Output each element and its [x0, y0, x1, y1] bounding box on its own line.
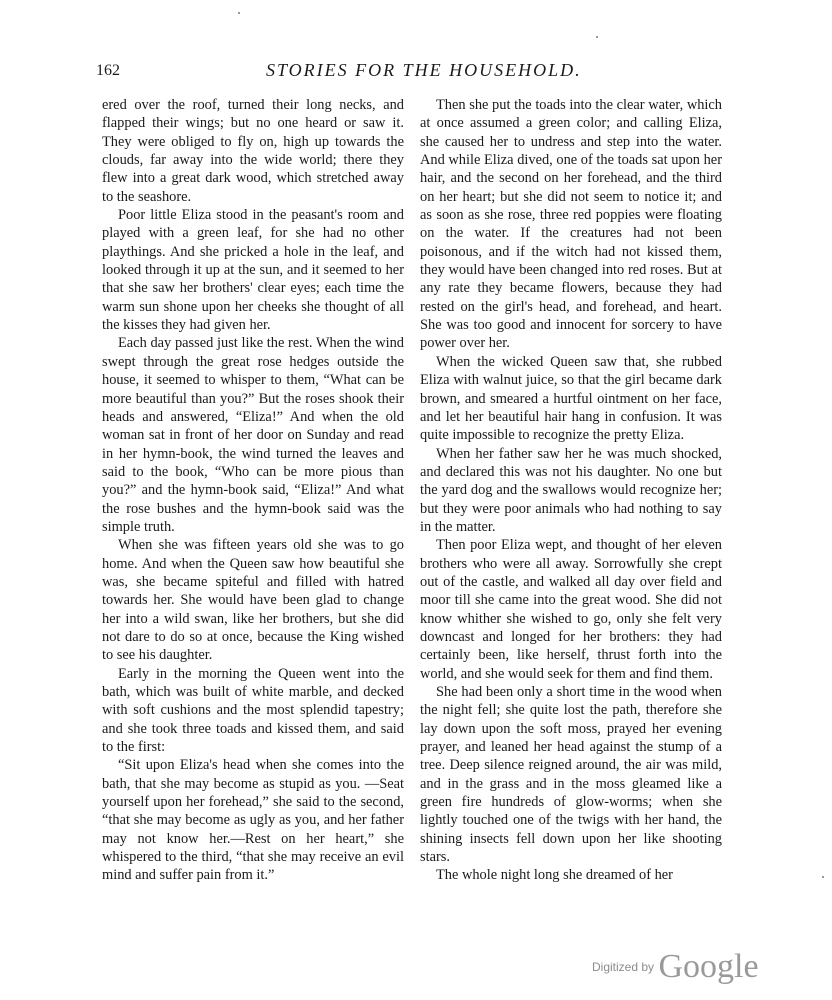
paragraph: ered over the roof, turned their long necks, and flapped their wings; but no one heard or saw it. They were obliged to fly on, high up towards the clouds, far away into the wide world; there they flew into a great dark wood, which stretched away to the seashore.	[102, 97, 404, 205]
scan-speck	[596, 36, 598, 38]
paragraph: When the wicked Queen saw that, she rubbed Eliza with walnut juice, so that the girl became dark brown, and smeared a hurtful ointment on her face, and let her beautiful hair hang in confusion. It was quite impossible to recognize the pretty Eliza.	[420, 353, 722, 444]
paragraph: Poor little Eliza stood in the peasant's room and played with a green leaf, for she had no other playthings. And she pricked a hole in the leaf, and looked through it up at the sun, and it seemed to her that she saw her brothers' clear eyes; each time the warm sun shone upon her cheeks she thought of all the kisses they had given her.	[102, 207, 404, 334]
scan-speck	[238, 12, 240, 14]
left-column	[102, 96, 404, 885]
paragraph: Each day passed just like the rest. When the wind swept through the great rose hedges outside the house, it seemed to whisper to them, “What can be more beautiful than you?” But the roses shook their heads and answered, “Eliza!” And when the old woman sat in front of her door on Sunday and read in her hymn-book, the wind turned the leaves and said to the book, “Who can be more pious than you?” and the hymn-book said, “Eliza!” And what the rose bushes and the hymn-book said was the simple truth.	[102, 335, 404, 535]
right-column	[420, 96, 722, 885]
digitized-watermark	[592, 948, 759, 988]
paragraph: The whole night long she dreamed of her	[436, 867, 673, 884]
paragraph: When her father saw her he was much shocked, and declared this was not his daughter. No one but the yard dog and the swallows would recognize her; but they were poor animals who had nothing to say in the matter.	[420, 445, 722, 535]
paragraph: “Sit upon Eliza's head when she comes into the bath, that she may become as stupid as you. —Seat yourself upon her forehead,” she said to the second, “that she may become as ugly as you, and her father may not know her.—Rest on her heart,” she whispered to the third, “that she may receive an evil mind and suffer pain from it.”	[102, 757, 404, 884]
paragraph: Then poor Eliza wept, and thought of her eleven brothers who were all away. Sorrowfully she crept out of the castle, and walked all day over field and moor till she came into the great wood. She did not know whither she wished to go, only she felt very downcast and longed for her brothers: they had certainly been, like herself, thrust forth into the world, and she would seek for them and find them.	[420, 537, 722, 682]
paragraph: She had been only a short time in the wood when the night fell; she quite lost the path, therefore she lay down upon the soft moss, prayed her evening prayer, and leaned her head against the stump of a tree. Deep silence reigned around, the air was mild, and in the grass and in the moss gleamed like a green fire hundreds of glow-worms; when she lightly touched one of the twigs with her hand, the shining insects fell down upon her like shooting stars.	[420, 684, 722, 866]
page-number: 162	[96, 62, 120, 79]
scan-speck	[822, 876, 824, 878]
page-header	[96, 58, 756, 88]
paragraph: When she was fifteen years old she was to go home. And when the Queen saw how beautiful she was, she became spiteful and filled with hatred towards her. She would have been glad to change her into a wild swan, like her brothers, but she did not dare to do so at once, because the King wished to see his daughter.	[102, 537, 404, 664]
paragraph: Then she put the toads into the clear water, which at once assumed a green color; and calling Eliza, she caused her to undress and step into the water. And while Eliza dived, one of the toads sat upon her hair, and the second on her forehead, and the third on her heart; but she did not seem to notice it; and as soon as she rose, three red poppies were floating on the water. If the creatures had not been poisonous, and if the witch had not kissed them, they would have been changed into red roses. But at any rate they became flowers, because they had rested on the girl's head, and forehead, and heart. She was too good and innocent for sorcery to have power over her.	[420, 97, 722, 352]
watermark-label: Digitized by	[592, 960, 655, 974]
running-title: STORIES FOR THE HOUSEHOLD.	[266, 60, 582, 80]
google-logo: Google	[658, 948, 759, 985]
paragraph: Early in the morning the Queen went into the bath, which was built of white marble, and decked with soft cushions and the most splendid tapestry; and she took three toads and kissed them, and said to the first:	[102, 665, 404, 756]
